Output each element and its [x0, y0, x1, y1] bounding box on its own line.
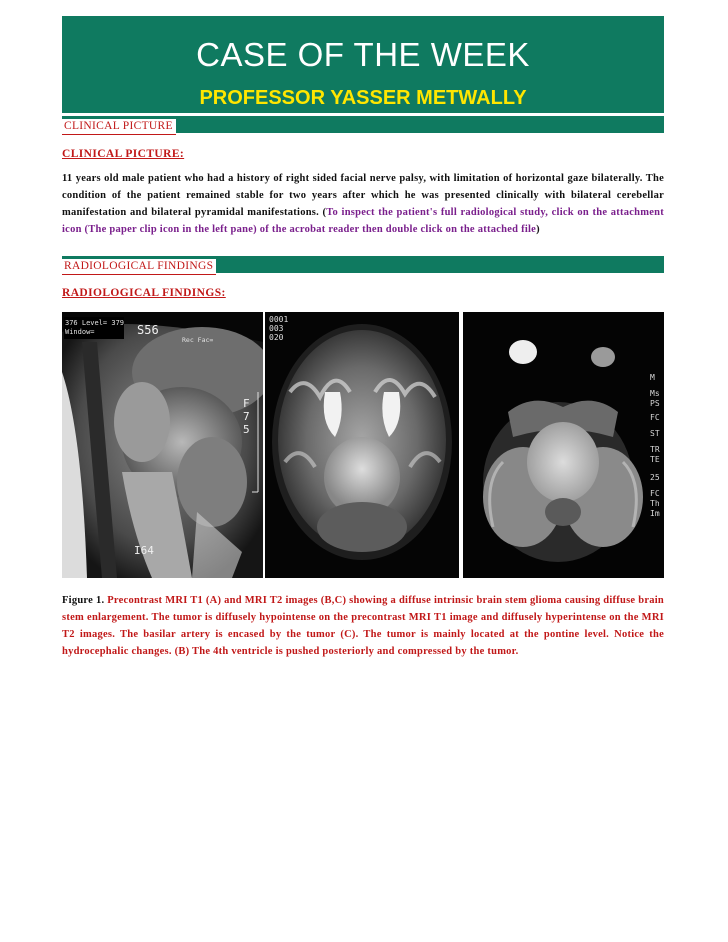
clinical-heading: CLINICAL PICTURE: — [62, 148, 185, 160]
mri-figure — [62, 312, 664, 578]
section-bar-radiological — [62, 256, 664, 273]
clinical-paragraph — [62, 170, 664, 238]
figure-caption — [62, 592, 664, 660]
mri-c-side-4: ST — [650, 429, 660, 438]
mri-a-side-f: F — [243, 397, 250, 410]
figure-caption-text: Precontrast MRI T1 (A) and MRI T2 images (B,C) showing a diffuse intrinsic brain stem glioma causing diffuse brain stem enlargement. The tumor is diffusely hypointense on the precontrast MRI T1 image and diffusely hyperintense on the MRI T2 images. The basilar artery is encased by the tumor (C). The tumor is mainly located at the pontine level. Notice the hydrocephalic changes. (B) The 4th ventricle is pushed posteriorly and compressed by the tumor. — [62, 595, 664, 657]
section-bar-clinical — [62, 116, 664, 133]
mri-c-side-7: 25 — [650, 473, 660, 482]
page-title: CASE OF THE WEEK — [196, 36, 530, 73]
mri-c-side-6: TE — [650, 455, 660, 464]
clinical-text-end: ) — [536, 224, 540, 235]
panel-divider — [263, 312, 265, 578]
mri-panel-b — [265, 312, 459, 578]
mri-c-side-10: Im — [650, 509, 660, 518]
mri-a-level-label: 376 Level= 379 — [65, 319, 125, 327]
mri-a-i64-label: I64 — [134, 544, 154, 557]
clinical-text: 11 years old male patient who had a history of right sided facial nerve palsy, with limitation of horizontal gaze bilaterally. The condition of the patient remained stable for two years after which he was presented clinically with bilateral cerebellar manifestation and bilateral pyramidal manifestations. ( — [62, 173, 664, 218]
mri-c-side-2: PS — [650, 399, 660, 408]
attachment-link[interactable]: To inspect the patient's full radiological study, click on the attachment icon (The paper clip icon in the left pane) of the acrobat reader then double click on the attached file — [62, 207, 664, 235]
mri-a-slice-label: S56 — [137, 323, 159, 337]
mri-c-side-0: M — [650, 373, 655, 382]
mri-b-code-1: 0001 — [269, 315, 289, 324]
mri-c-side-9: Th — [650, 499, 660, 508]
mri-b-code-2: 003 — [269, 324, 284, 333]
mri-b-code-3: 020 — [269, 333, 284, 342]
mri-a-recon-label: Rec Fac= — [182, 336, 214, 344]
mri-a-side-5: 5 — [243, 423, 250, 436]
mri-c-side-5: TR — [650, 445, 660, 454]
mri-c-side-8: FC — [650, 489, 660, 498]
mri-panel-a — [62, 312, 263, 578]
header-banner — [62, 16, 664, 113]
figure-label: Figure 1. — [62, 595, 105, 606]
mri-c-side-3: FC — [650, 413, 660, 422]
panel-divider — [459, 312, 463, 578]
mri-c-side-1: Ms — [650, 389, 660, 398]
mri-a-window-label: Window= — [65, 328, 95, 336]
mri-a-side-7: 7 — [243, 410, 250, 423]
section-label-radiological: RADIOLOGICAL FINDINGS — [62, 259, 216, 275]
radiological-heading: RADIOLOGICAL FINDINGS: — [62, 287, 226, 299]
section-label-clinical: CLINICAL PICTURE — [62, 119, 176, 135]
mri-panel-c — [463, 312, 664, 578]
author-name: PROFESSOR YASSER METWALLY — [199, 87, 527, 109]
